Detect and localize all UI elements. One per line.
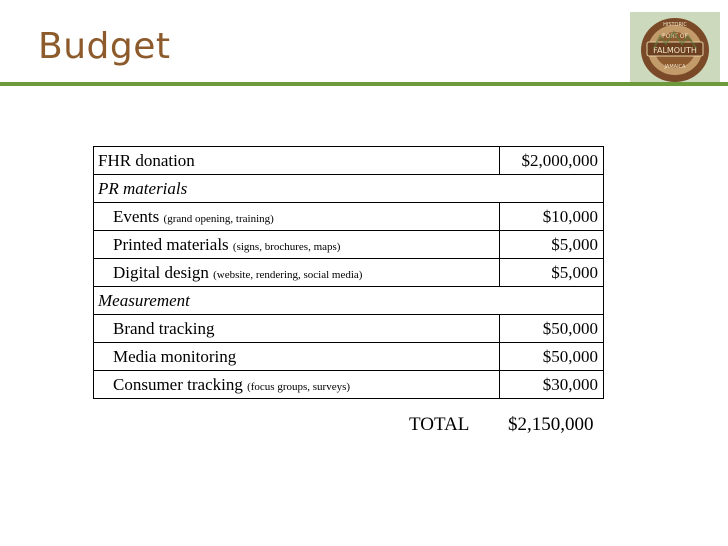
title-divider [0, 82, 728, 86]
item-amount: $30,000 [500, 371, 604, 399]
budget-table [93, 146, 604, 399]
item-cell [94, 315, 500, 343]
item-amount: $50,000 [500, 315, 604, 343]
item-cell [94, 259, 500, 287]
total-amount: $2,150,000 [508, 414, 594, 435]
table-row [94, 259, 604, 287]
table-row [94, 343, 604, 371]
table-row [94, 203, 604, 231]
table-row [94, 147, 604, 175]
table-row [94, 371, 604, 399]
item-cell [94, 231, 500, 259]
item-label: Digital design [113, 262, 209, 282]
total-label: TOTAL [409, 414, 470, 435]
slide-title: Budget [38, 26, 171, 67]
item-note: (signs, brochures, maps) [232, 240, 341, 253]
logo-emblem-icon [630, 12, 720, 86]
table-row [94, 315, 604, 343]
item-amount: $10,000 [500, 203, 604, 231]
logo-middle-text: PORT OF [662, 33, 688, 40]
logo-top-text: HISTORIC [663, 22, 687, 28]
logo-center-text: FALMOUTH [653, 46, 697, 55]
item-label: Consumer tracking [113, 374, 243, 394]
logo-bottom-text: JAMAICA [664, 64, 686, 70]
item-note: (focus groups, surveys) [247, 380, 351, 393]
falmouth-logo [630, 12, 720, 86]
item-label: Events [113, 206, 160, 226]
item-label: Printed materials [113, 234, 229, 254]
item-cell [94, 371, 500, 399]
section-row [94, 175, 604, 203]
item-amount: $5,000 [500, 259, 604, 287]
section-heading: PR materials [94, 175, 604, 203]
item-label: Brand tracking [113, 318, 215, 338]
item-note: (website, rendering, social media) [213, 268, 363, 281]
item-label: Media monitoring [113, 346, 237, 366]
section-heading: Measurement [94, 287, 604, 315]
item-amount: $50,000 [500, 343, 604, 371]
item-cell [94, 203, 500, 231]
item-amount: $5,000 [500, 231, 604, 259]
item-label: FHR donation [98, 150, 195, 170]
table-row [94, 231, 604, 259]
item-note: (grand opening, training) [163, 212, 274, 225]
item-amount: $2,000,000 [500, 147, 604, 175]
item-cell [94, 147, 500, 175]
section-row [94, 287, 604, 315]
item-cell [94, 343, 500, 371]
